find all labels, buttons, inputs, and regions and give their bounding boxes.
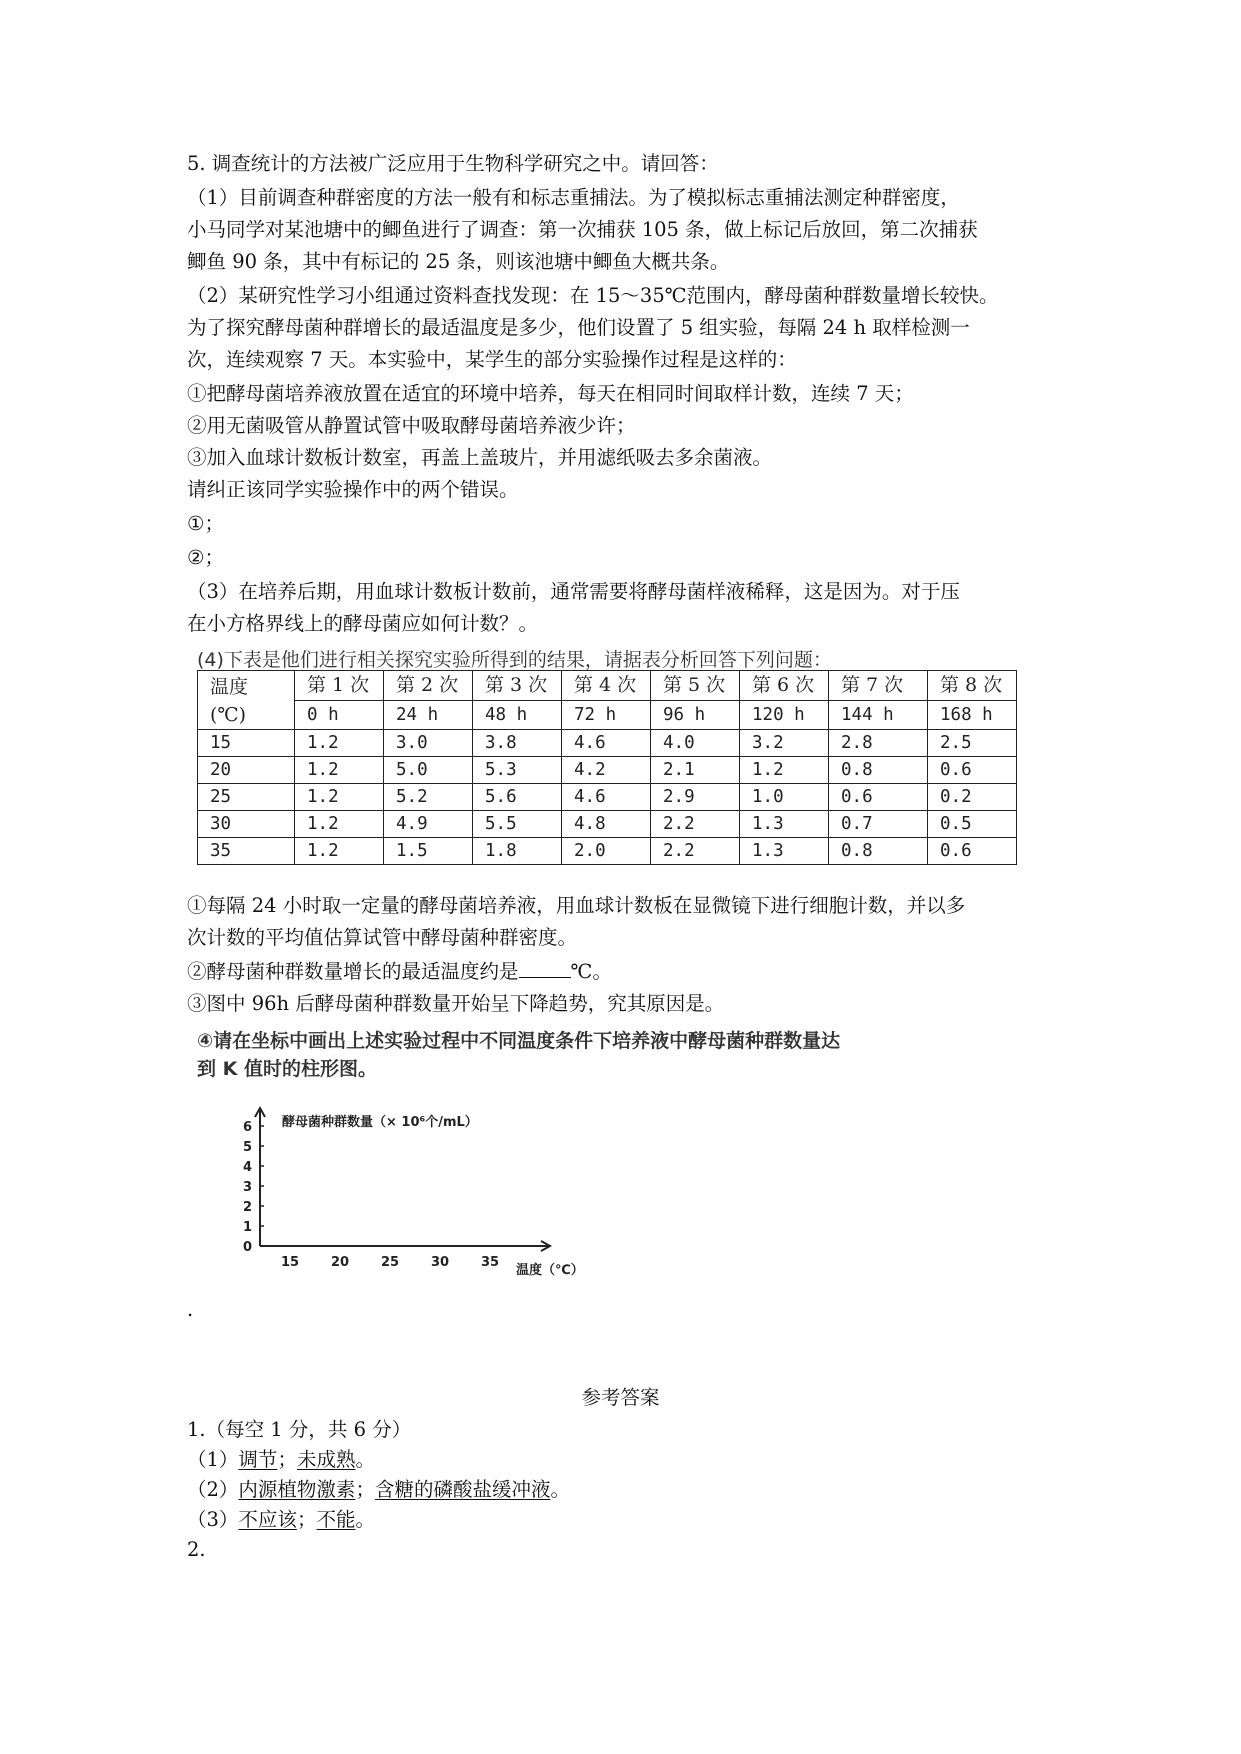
x-tick-label: 25 [380,1255,400,1270]
table-cell: 1.0 [740,784,829,811]
table-cell-temp: 35 [198,838,295,865]
table-cell: 0.7 [829,811,928,838]
table-cell: 5.5 [473,811,562,838]
trailing-dot: . [187,1298,194,1321]
answer-q2-header: 2. [187,1538,206,1561]
x-tick-label: 15 [280,1255,300,1270]
table-cell: 5.0 [384,757,473,784]
table-cell: 5.3 [473,757,562,784]
table-row-hours [198,700,1017,730]
q1-line-3: 鲫鱼 90 条，其中有标记的 25 条，则该池塘中鲫鱼大概共条。 [187,250,730,273]
table-cell: 3.8 [473,730,562,757]
q1-line-1: （1）目前调查种群密度的方法一般有和标志重捕法。为了模拟标志重捕法测定种群密度， [187,186,960,209]
bar-chart-axes [230,1096,610,1286]
table-row [198,811,1017,838]
q2-line-3: 次，连续观察 7 天。本实验中，某学生的部分实验操作过程是这样的： [187,348,797,371]
q2-line-1: （2）某研究性学习小组通过资料查找发现：在 15～35℃范围内，酵母菌种群数量增长较快。 [187,284,999,307]
q2-step-3: ③加入血球计数板计数室，再盖上盖玻片，并用滤纸吸去多余菌液。 [187,446,773,469]
answer-term: 内源植物激素 [238,1478,356,1501]
y-tick-label: 5 [242,1140,252,1155]
y-axis-label: 酵母菌种群数量（× 10⁶个/mL） [282,1115,478,1130]
table-header-round: 第 3 次 [473,671,562,701]
table-cell: 1.2 [295,811,384,838]
answer-q1-row-1: （1）调节；未成熟。 [187,1448,375,1471]
q4-line-2: 次计数的平均值估算试管中酵母菌种群密度。 [187,926,578,949]
x-tick-label: 20 [330,1255,350,1270]
y-tick-label: 6 [242,1120,252,1135]
answer-term: 不能 [316,1508,356,1531]
answer-blank[interactable] [519,959,571,978]
table-cell: 1.3 [740,811,829,838]
table-cell: 1.3 [740,838,829,865]
table-cell: 4.6 [562,730,651,757]
table-header-hour: 48 h [473,700,562,730]
table-cell: 0.5 [928,811,1017,838]
table-cell: 0.6 [928,838,1017,865]
q4-question-3: ③图中 96h 后酵母菌种群数量开始呈下降趋势，究其原因是。 [187,992,725,1015]
table-cell-temp: 25 [198,784,295,811]
q1-line-2: 小马同学对某池塘中的鲫鱼进行了调查：第一次捕获 105 条，做上标记后放回，第二次捕获 [187,218,978,241]
table-header-hour: 120 h [740,700,829,730]
table-cell: 4.0 [651,730,740,757]
q3-line-1: （3）在培养后期，用血球计数板计数前，通常需要将酵母菌样液稀释，这是因为。对于压 [187,580,960,603]
answer-q1-row-3: （3）不应该；不能。 [187,1508,375,1531]
q4-question-2-text: ②酵母菌种群数量增长的最适温度约是 [187,960,519,983]
table-cell: 1.5 [384,838,473,865]
table-cell: 2.1 [651,757,740,784]
table-cell-temp: 30 [198,811,295,838]
table-cell-temp: 15 [198,730,295,757]
table-row [198,730,1017,757]
table-cell-temp: 20 [198,757,295,784]
q2-instruction: 请纠正该同学实验操作中的两个错误。 [187,478,519,501]
q2-line-2: 为了探究酵母菌种群增长的最适温度是多少，他们设置了 5 组实验，每隔 24 h 取样检测一 [187,316,970,339]
table-header-hour: 0 h [295,700,384,730]
y-tick-label: 2 [242,1200,252,1215]
q3-line-2: 在小方格界线上的酵母菌应如何计数？。 [187,612,539,635]
table-cell: 1.2 [295,730,384,757]
q4-question-2 [187,958,612,986]
answer-term: 调节 [238,1448,278,1471]
table-row [198,838,1017,865]
table-cell: 1.2 [295,838,384,865]
x-axis-label: 温度（℃） [516,1263,584,1278]
table-header-hour: 168 h [928,700,1017,730]
y-tick-label: 1 [242,1220,252,1235]
answer-q1-header: 1.（每空 1 分，共 6 分） [187,1418,412,1441]
answers-title: 参考答案 [581,1386,660,1409]
table-cell: 2.8 [829,730,928,757]
table-cell: 5.2 [384,784,473,811]
table-cell: 4.8 [562,811,651,838]
corner-label-temp: 温度 [210,676,249,698]
table-cell: 4.6 [562,784,651,811]
table-cell: 4.9 [384,811,473,838]
table-cell: 1.2 [295,757,384,784]
table-header-round: 第 7 次 [829,671,928,701]
q2-answer-2: ②； [187,546,224,569]
table-cell: 2.0 [562,838,651,865]
y-tick-label: 0 [242,1240,252,1255]
table-cell: 1.2 [295,784,384,811]
table-cell: 2.2 [651,838,740,865]
q4-question-4-line-1: ④请在坐标中画出上述实验过程中不同温度条件下培养液中酵母菌种群数量达 [197,1030,841,1052]
results-table [197,670,1017,865]
table-cell: 3.2 [740,730,829,757]
table-cell: 5.6 [473,784,562,811]
table-cell: 0.2 [928,784,1017,811]
answer-term: 未成熟 [296,1448,356,1471]
answer-q1-row-2: （2）内源植物激素；含糖的磷酸盐缓冲液。 [187,1478,570,1501]
table-cell: 2.9 [651,784,740,811]
table-cell: 1.2 [740,757,829,784]
table-cell: 3.0 [384,730,473,757]
q4-line-1: ①每隔 24 小时取一定量的酵母菌培养液，用血球计数板在显微镜下进行细胞计数，并以多 [187,894,966,917]
table-header-round: 第 5 次 [651,671,740,701]
table-header-round: 第 8 次 [928,671,1017,701]
table-corner-cell [198,671,295,730]
table-cell: 2.2 [651,811,740,838]
table-header-hour: 96 h [651,700,740,730]
corner-label-unit: (℃) [210,704,247,726]
table-header-hour: 144 h [829,700,928,730]
table-row [198,757,1017,784]
table-cell: 0.6 [928,757,1017,784]
table-cell: 2.5 [928,730,1017,757]
table-header-round: 第 1 次 [295,671,384,701]
table-cell: 4.2 [562,757,651,784]
table-row [198,784,1017,811]
table-cell: 0.6 [829,784,928,811]
table-header-round: 第 2 次 [384,671,473,701]
y-tick-label: 4 [242,1160,252,1175]
q2-answer-1: ①； [187,512,224,535]
q2-step-2: ②用无菌吸管从静置试管中吸取酵母菌培养液少许； [187,414,636,437]
q4-caption: (4)下表是他们进行相关探究实验所得到的结果，请据表分析回答下列问题： [197,649,832,671]
table-row-rounds [198,671,1017,701]
x-tick-label: 35 [480,1255,500,1270]
table-header-round: 第 4 次 [562,671,651,701]
table-header-hour: 24 h [384,700,473,730]
table-header-hour: 72 h [562,700,651,730]
table-cell: 0.8 [829,838,928,865]
table-cell: 0.8 [829,757,928,784]
x-tick-label: 30 [430,1255,450,1270]
question-title: 5. 调查统计的方法被广泛应用于生物科学研究之中。请回答： [187,152,719,175]
table-cell: 1.8 [473,838,562,865]
y-tick-label: 3 [242,1180,252,1195]
answer-term: 不应该 [238,1508,297,1531]
answer-term: 含糖的磷酸盐缓冲液 [374,1478,551,1501]
table-header-round: 第 6 次 [740,671,829,701]
q4-question-2-unit: ℃。 [570,960,612,983]
q4-question-4-line-2: 到 K 值时的柱形图。 [197,1058,377,1080]
q2-step-1: ①把酵母菌培养液放置在适宜的环境中培养，每天在相同时间取样计数，连续 7 天； [187,382,914,405]
